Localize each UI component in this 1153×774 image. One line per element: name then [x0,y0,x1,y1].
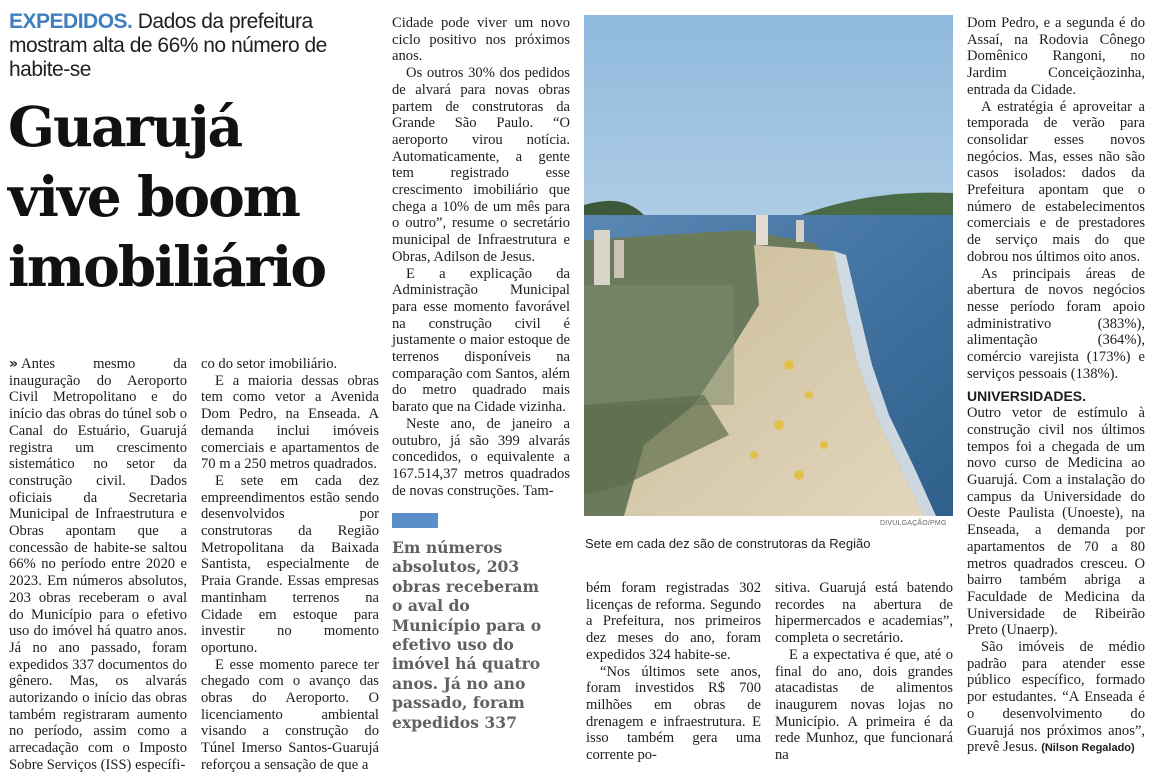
article-column-3 [392,15,570,499]
article-column-1 [9,356,187,774]
pullquote-badge [392,513,438,528]
kicker-text: Dados da prefeitura mostram alta de 66% no número de habite-se [9,10,327,81]
col1-paragraph [9,356,187,774]
col1-paragraph-text: Antes mesmo da inauguração do Aeroporto Civil Metropolitano e do início das obras do túnel sob o Canal do Estuário, Guarujá registra um crescimento sistemático no setor da construção civil. Dados oficiais da Secretaria Municipal de Infraestrutura e Obras apontam que a concessão de habite-se saltou 66% no período entre 2020 e 2023. Em números absolutos, 203 obras receberam o aval do Município para o efetivo uso do imóvel há quatro anos. Já no ano passado, foram expedidos 337 documentos do gênero. Mas, os alvarás autorizando o início das obras também registraram aumento no período, assim como a arrecadação com o Imposto Sobre Serviços (ISS) específi- [9,356,187,773]
col6-paragraph-4: Outro vetor de estímulo à construção civil nos últimos tempos foi a chegada de um novo curso de Medicina ao Guarujá. Com a instalação do campus da Universidade do Oeste Paulista (Unoeste), na Enseada, a demanda por apartamentos de 70 a 80 metros quadrados cresceu. O bairro também abriga a Faculdade de Medicina da Universidade de Ribeirão Preto (Unaerp). [967,405,1145,639]
kicker-tag: EXPEDIDOS. [9,10,133,33]
author-signature: (Nilson Regalado) [1041,742,1135,755]
chevron-right-icon: » [9,356,19,372]
col2-paragraph-3: E sete em cada dez empreendimentos estão sendo desenvolvidos por construtoras da Região Metropolitana da Baixada Santista, especialmente de Praia Grande. Essas empresas mantinham terrenos na Cidade em estoque para investir no momento oportuno. [201,472,379,656]
col4-paragraph-2: “Nos últimos sete anos, foram investidos R$ 700 milhões em obras de drenagem e infraestrutura. E isso também gera uma corrente po- [586,663,761,764]
kicker [9,10,384,82]
col2-paragraph-4: E esse momento parece ter chegado com o avanço das obras do Aeroporto. O licenciamento ambiental visando a construção do Túnel Imerso Santos-Guarujá reforçou a sensação de que a [201,656,379,773]
article-column-6 [967,15,1145,757]
col5-paragraph-1: sitiva. Guarujá está batendo recordes na abertura de hipermercados e academias”, completa o secretário. [775,580,953,647]
photo-caption: Sete em cada dez são de construtoras da Região [585,536,871,551]
col3-paragraph-4: Neste ano, de janeiro a outubro, já são 399 alvarás concedidos, o equivalente a 167.514,37 metros quadrados de novas construções. Tam- [392,415,570,499]
col6-paragraph-2: A estratégia é aproveitar a temporada de verão para consolidar esses novos negócios. Mas, esses não são casos isolados: dados da Prefeitura apontam que o número de estabelecimentos comerciais e de prestadores de serviço mais do que dobrou nos últimos oito anos. [967,98,1145,265]
col6-paragraph-5-text: São imóveis de médio padrão para atender esse público específico, formado por estudantes. “A Enseada é o desenvolvimento do Guarujá nos próximos anos”, prevê Jesus. [967,639,1145,756]
beach-aerial-photo [584,15,953,516]
col4-paragraph-1: bém foram registradas 302 licenças de reforma. Segundo a Prefeitura, nos primeiros dez meses do ano, foram expedidos 324 habite-se. [586,580,761,663]
headline-line-1: Guarujá [8,94,242,159]
col5-paragraph-2: E a expectativa é que, até o final do ano, dois grandes atacadistas de alimentos inaugurem novas lojas no Município. A primeira é da rede Munhoz, que funcionará na [775,646,953,764]
article-column-4 [586,580,761,764]
col6-paragraph-5 [967,639,1145,757]
col6-paragraph-1: Dom Pedro, e a segunda é do Assaí, na Rodovia Cônego Domênico Rangoni, no Jardim Conceiçãozinha, entrada da Cidade. [967,15,1145,98]
article-column-2 [201,356,379,774]
col2-paragraph-2: E a maioria dessas obras tem como vetor a Avenida Dom Pedro, na Enseada. A demanda inclui imóveis comerciais e apartamentos de 70 m a 250 metros quadrados. [201,372,379,473]
headline-line-2: vive boom [8,164,299,229]
headline-line-3: imobiliário [8,234,326,299]
photo-credit: DIVULGAÇÃO/PMG [880,520,947,527]
col3-paragraph-3: E a explicação da Administração Municipal para esse momento favorável na construção civil é justamente o maior estoque de terrenos disponíveis na comparação com Santos, além do metro quadrado mais barato que na Cidade vizinha. [392,265,570,416]
col6-paragraph-3: As principais áreas de abertura de novos negócios nesse período foram apoio administrativo (383%), alimentação (364%), comércio varejista (173%) e serviços pessoais (138%). [967,265,1145,382]
section-subhead: UNIVERSIDADES. [967,388,1087,405]
headline [8,92,388,302]
col2-paragraph-1: co do setor imobiliário. [201,356,338,372]
pullquote: Em números absolutos, 203 obras receberam o aval do Município para o efetivo uso do imóvel há quatro anos. Já no ano passado, foram expedidos 337 [392,538,542,732]
article-column-5 [775,580,953,764]
col3-paragraph-2: Os outros 30% dos pedidos de alvará para novas obras partem de construtoras da Grande São Paulo. “O aeroporto virou notícia. Automaticamente, a gente tem registrado esse crescimento imobiliário que chega a 10% de um mês para o outro”, resume o secretário municipal de Infraestrutura e Obras, Adilson de Jesus. [392,65,570,265]
col3-paragraph-1: Cidade pode viver um novo ciclo positivo nos próximos anos. [392,15,570,65]
